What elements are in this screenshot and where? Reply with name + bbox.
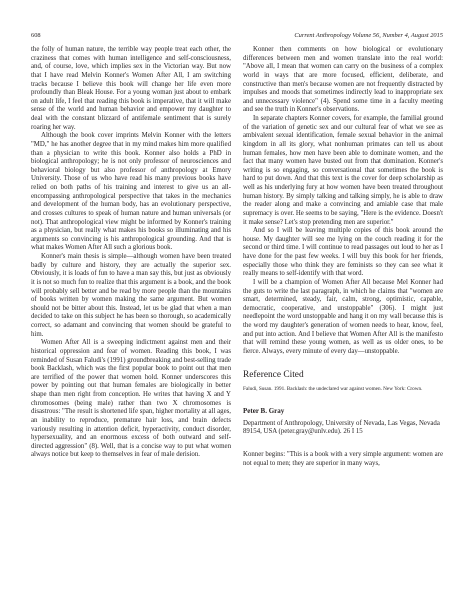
author-name: Peter B. Gray [243,407,285,416]
paragraph: And so I will be leaving multiple copies of this book around the house. My daughter will see me lying on the couch reading it for the second or third time. I will continue to read passages out loud to her as I have done for the past few weeks. I will buy this book for her friends, especially those who think they are feminists so they can see what it really means to self-identify with that word. [243,227,443,278]
references-heading: Reference Cited [243,369,304,380]
author-affiliation: Department of Anthropology, University of Nevada, Las Vegas, Nevada 89154, USA (peter.gray@unlv.edu). 26 I 15 [243,419,440,436]
left-column [31,46,231,460]
paragraph: In separate chapters Konner covers, for example, the familial ground of the variation of genetic sex and our cultural fear of what we see as ambivalent sexual identification, female sexual behavior in the animal kingdom in all its glory, what nonhuman primates can tell us about human females, how men have been able to dominate women, and the fact that many women have busted out from that domination. Konner's writing is so engaging, so conversational that sometimes the book is hard to put down. And that this text is the cover for deep scholarship as well as his underlying fury at how women have been treated throughout human history. By simply talking and talking simply, he is able to draw the reader along and make a convincing and amiable case that male supremacy is over. He seems to be saying, "Here is the evidence. Doesn't it make sense? Let's stop pretending men are superior." [243,115,443,226]
right-column [243,46,443,468]
paragraph: Konner's main thesis is simple—although women have been treated badly by culture and history, they are actually the superior sex. Obviously, it is loads of fun to have a man say this, but just as obviously it is not so much fun to realize that this argument is a book, and the book will probably sell better and be read by more people than the mountains of books written by women making the same argument. But women should not be bitter about this. Instead, let us be glad that when a man decided to take on this subject he has been so thorough, so academically correct, so adamant and convincing that women should be grateful to him. [31,253,231,338]
running-header: Current Anthropology Volume 56, Number 4, August 2015 [294,32,443,39]
paragraph: Konner then comments on how biological or evolutionary differences between men and women translate into the real world: "Above all, I mean that women can carry on the business of a complex world in ways that are more focused, efficient, deliberate, and constructive than men's because women are not frequently distracted by impulses and moods that sometimes indirectly lead to inappropriate sex and unnecessary violence" (4). Spend some time in a faculty meeting and see the truth in Konner's observations. [243,46,443,114]
paragraph: Women After All is a sweeping indictment against men and their historical oppression and fear of women. Reading this book, I was reminded of Susan Faludi's (1991) groundbreaking and best-selling trade book Backlash, which was the first popular book to point out that men are terrified of the power that women hold. Konner underscores this power by pointing out that human females are biologically in better shape than men right from conception. He writes that having X and Y chromosomes (being male) rather than two X chromosomes is disastrous: "The result is shortened life span, higher mortality at all ages, an inability to reproduce, premature hair loss, and brain defects variously resulting in attention deficit, hyperactivity, conduct disorder, hypersexuality, and an enormous excess of both outward and self-directed aggression" (8). Well, that is a concise way to put what women always notice but keep to themselves in fear of male derision. [31,339,231,459]
paragraph: I will be a champion of Women After All because Mel Konner had the guts to write the last paragraph, in which he claims that "women are smart, determined, steady, fair, calm, strong, optimistic, capable, democratic, cooperative, and unstoppable" (306). I might just needlepoint the word unstoppable and hang it on my wall because this is the word my daughter's generation of women needs to hear, know, feel, and put into action. And I believe that Women After All is the manifesto that will remind these young women, as well as us older ones, to be fierce. Always, every minute of every day—unstoppable. [243,278,443,355]
paragraph: Konner begins: "This is a book with a very simple argument: women are not equal to men; they are superior in many ways, [243,450,443,467]
paragraph: the folly of human nature, the terrible way people treat each other, the craziness that comes with human intelligence and self-consciousness, and, of course, love, which implies sex in the Victorian way. But now that I have read Melvin Konner's Women After All, I am switching tracks because I believe this book will change her life even more profoundly than Bleak House. For a young woman just about to embark on adult life, I feel that reading this book is imperative, that it will make sense of the world and human behavior and empower my daughter to deal with the constant blizzard of antifemale sentiment that is surely roaring her way. [31,46,231,131]
reference-item: Faludi, Susan. 1991. Backlash: the undeclared war against women. New York: Crown. [243,385,423,392]
paragraph: Although the book cover imprints Melvin Konner with the letters "MD," he has another degree that in my mind makes him more qualified than a physician to write this book. Konner also holds a PhD in biological anthropology; he is not only professor of neurosciences and behavioral biology but also professor of anthropology at Emory University. Those of us who have read his many previous books have relied on both paths of his training and interest to give us an all-encompassing anthropological perspective that takes in the mechanics and development of the human body, has an evolutionary perspective, and crosses cultures to speak of human nature and human universals (or not). That anthropological view might be informed by Konner's training as a physician, but really what makes his books so illuminating and his arguments so convincing is his anthropological grounding. And that is what makes Women After All such a glorious book. [31,132,231,252]
page-number: 608 [31,32,41,39]
